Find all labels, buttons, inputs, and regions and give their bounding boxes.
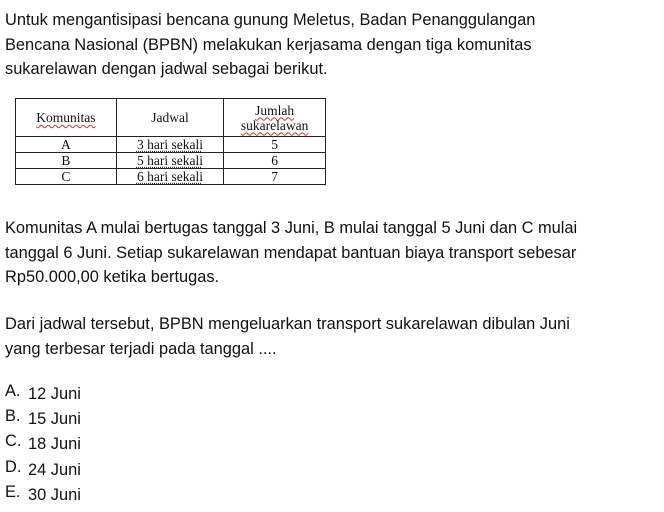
header-jadwal: Jadwal <box>116 99 224 137</box>
option-text: 15 Juni <box>28 410 81 429</box>
option-e[interactable] <box>5 483 81 508</box>
header-jumlah-sukarelawan: Jumlah sukarelawan <box>224 99 326 137</box>
option-text: 18 Juni <box>28 435 81 454</box>
intro-paragraph <box>5 8 535 82</box>
option-letter: C. <box>5 432 22 451</box>
cell-komunitas: B <box>16 153 117 169</box>
cell-komunitas: C <box>16 169 117 185</box>
option-letter: D. <box>5 457 22 476</box>
schedule-table <box>15 98 326 185</box>
cell-komunitas: A <box>16 137 117 153</box>
option-text: 12 Juni <box>28 385 81 403</box>
intro-line: Bencana Nasional (BPBN) melakukan kerjasama dengan tiga komunitas <box>5 35 532 54</box>
description-line: tanggal 6 Juni. Setiap sukarelawan mendapat bantuan biaya transport sebesar <box>5 243 577 262</box>
answer-options <box>5 382 81 508</box>
cell-jadwal: 5 hari sekali <box>116 153 224 169</box>
option-text: 30 Juni <box>28 485 81 504</box>
table-header-row <box>16 99 326 137</box>
question-paragraph <box>5 312 570 361</box>
cell-jadwal: 6 hari sekali <box>116 169 224 185</box>
option-letter: B. <box>5 407 21 426</box>
table-row <box>16 169 326 185</box>
description-paragraph <box>5 216 577 290</box>
intro-line: Untuk mengantisipasi bencana gunung Meletus, Badan Penanggulangan <box>5 11 536 29</box>
question-line: yang terbesar terjadi pada tanggal .... <box>5 339 277 358</box>
option-letter: A. <box>5 382 21 400</box>
option-text: 24 Juni <box>28 460 81 479</box>
cell-jadwal: 3 hari sekali <box>116 137 224 153</box>
table-row <box>16 153 326 169</box>
intro-line: sukarelawan dengan jadwal sebagai berikut. <box>5 60 328 78</box>
option-letter: E. <box>5 482 21 501</box>
cell-jumlah: 5 <box>224 137 326 153</box>
table-row <box>16 137 326 153</box>
question-line: Dari jadwal tersebut, BPBN mengeluarkan transport sukarelawan dibulan Juni <box>5 315 570 333</box>
cell-jumlah: 7 <box>224 169 326 185</box>
header-komunitas: Komunitas <box>16 99 117 137</box>
cell-jumlah: 6 <box>224 153 326 169</box>
description-line: Rp50.000,00 ketika bertugas. <box>5 268 220 286</box>
description-line: Komunitas A mulai bertugas tanggal 3 Juni, B mulai tanggal 5 Juni dan C mulai <box>5 219 578 237</box>
